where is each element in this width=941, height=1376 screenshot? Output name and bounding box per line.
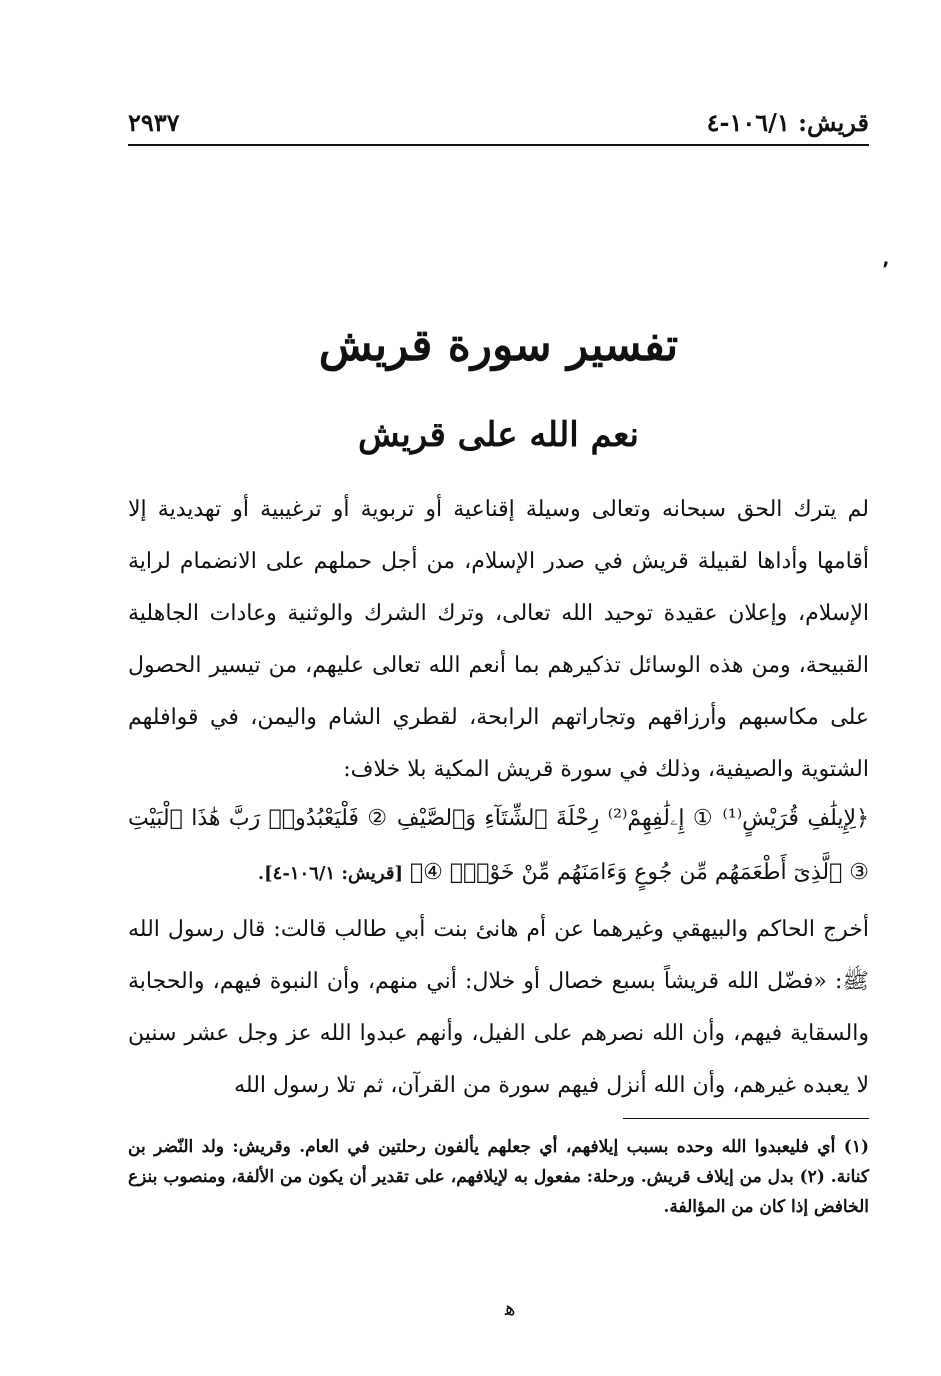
footnotes: (١) أي فليعبدوا الله وحده بسبب إيلافهم، أي جعلهم يألفون رحلتين في العام. وقريش: ولد النّضر بن كنانة. (٢) بدل من إيلاف قريش. ورحلة: مفعول به لإيلافهم، على تقدير أن يكون من الألفة، ومنصوب بنزع الخافض إذا كان من المؤالفة. xyxy=(128,1137,869,1217)
intro-paragraph: لم يترك الحق سبحانه وتعالى وسيلة إقناعية أو تربوية أو ترغيبية أو تهديدية إلا أقامها وأداها لقبيلة قريش في صدر الإسلام، من أجل حملهم على الانضمام لراية الإسلام، وإعلان عقيدة توحيد الله تعالى، وترك الشرك والوثنية وعادات الجاهلية القبيحة، ومن هذه الوسائل تذكيرهم بما أنعم الله تعالى عليهم، من تيسير الحصول على مكاسبهم وأرزاقهم وتجاراتهم الرابحة، لقطري الشام واليمن، في قوافلهم الشتوية والصيفية، وذلك في سورة قريش المكية بلا خلاف: xyxy=(128,497,869,782)
verse-text: ﴿لِإِيلَٰفِ قُرَيْشٍ⁽¹⁾ ① إِۦلَٰفِهِمْ⁽²⁾ رِحْلَةَ ٱلشِّتَآءِ وَٱلصَّيْفِ ② فَلْيَعْبُدُوا۟ رَبَّ هَٰذَا ٱلْبَيْتِ ③ ٱلَّذِىٓ أَطْعَمَهُم مِّن جُوعٍ وَءَامَنَهُم مِّنْ خَوْفٍۭ ④﴾ xyxy=(128,806,869,885)
hadith-paragraph: أخرج الحاكم والبيهقي وغيرهما عن أم هانئ بنت أبي طالب قالت: قال رسول الله ﷺ: «فضّل الله قريشاً بسبع خصال أو خلال: أني منهم، وأن النبوة فيهم، والحجابة والسقاية فيهم، وأن الله نصرهم على الفيل، وأنهم عبدوا الله عز وجل عشر سنين لا يعبده غيرهم، وأن الله أنزل فيهم سورة من القرآن، ثم تلا رسول الله xyxy=(128,917,869,1098)
footnote-divider xyxy=(623,1118,869,1119)
running-header xyxy=(128,100,869,146)
marginal-mark: ٬ xyxy=(882,258,889,284)
quran-verse xyxy=(128,792,869,901)
page-ornament: ﻫ xyxy=(505,1296,516,1320)
section-subtitle: نعم الله على قريش xyxy=(358,415,639,455)
verse-reference: [قريش: ١٠٦/١-٤]. xyxy=(257,863,403,884)
page-number: ٢٩٣٧ xyxy=(128,107,180,137)
chapter-title: تفسير سورة قريش xyxy=(318,320,679,371)
surah-reference: قريش: ١٠٦/١-٤ xyxy=(706,107,869,137)
